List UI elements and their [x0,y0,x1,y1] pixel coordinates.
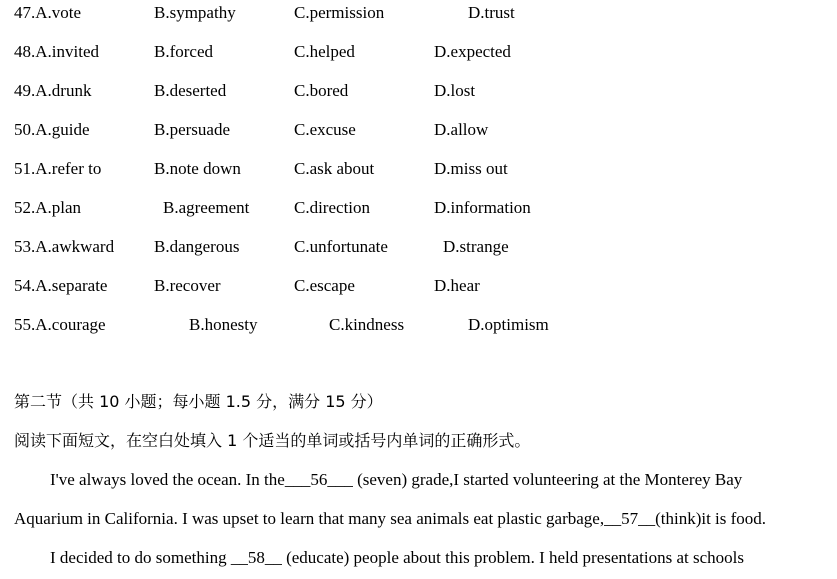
option-c: C.excuse [294,120,356,139]
option-d: D.information [434,198,531,217]
option-c: C.unfortunate [294,237,388,256]
section-instruction: 阅读下面短文，在空白处填入 1 个适当的单词或括号内单词的正确形式。 [14,431,531,450]
option-c: C.bored [294,81,349,100]
option-c: C.escape [294,276,355,295]
option-d: D.allow [434,120,489,139]
option-b: B.persuade [154,120,231,139]
option-c: C.direction [294,198,371,217]
option-b: B.agreement [163,198,250,217]
question-number-a: 51.A.refer to [14,159,102,178]
option-b: B.recover [154,276,221,295]
question-number-a: 48.A.invited [14,42,99,61]
question-number-a: 52.A.plan [14,198,82,217]
question-number-a: 49.A.drunk [14,81,92,100]
option-d: D.optimism [468,315,549,334]
option-b: B.dangerous [154,237,240,256]
section-title: 第二节（共 10 小题；每小题 1.5 分，满分 15 分） [14,392,383,411]
option-c: C.ask about [294,159,375,178]
option-d: D.strange [443,237,509,256]
option-c: C.helped [294,42,355,61]
question-number-a: 53.A.awkward [14,237,115,256]
option-d: D.trust [468,3,515,22]
question-number-a: 54.A.separate [14,276,108,295]
option-b: B.deserted [154,81,227,100]
option-c: C.permission [294,3,385,22]
question-number-a: 50.A.guide [14,120,90,139]
option-b: B.honesty [189,315,258,334]
option-d: D.expected [434,42,511,61]
passage-line-3: I decided to do something __58__ (educate) people about this problem. I held presentations at schools [50,548,744,567]
question-number-a: 55.A.courage [14,315,106,334]
option-d: D.miss out [434,159,508,178]
passage-line-2: Aquarium in California. I was upset to learn that many sea animals eat plastic garbage,__57__(think)it is food. [14,509,767,528]
question-number-a: 47.A.vote [14,3,82,22]
option-b: B.sympathy [154,3,236,22]
option-d: D.hear [434,276,480,295]
option-b: B.note down [154,159,241,178]
option-d: D.lost [434,81,476,100]
option-c: C.kindness [329,315,405,334]
option-b: B.forced [154,42,214,61]
passage-line-1: I've always loved the ocean. In the___56___ (seven) grade,I started volunteering at the Monterey Bay [50,470,743,489]
